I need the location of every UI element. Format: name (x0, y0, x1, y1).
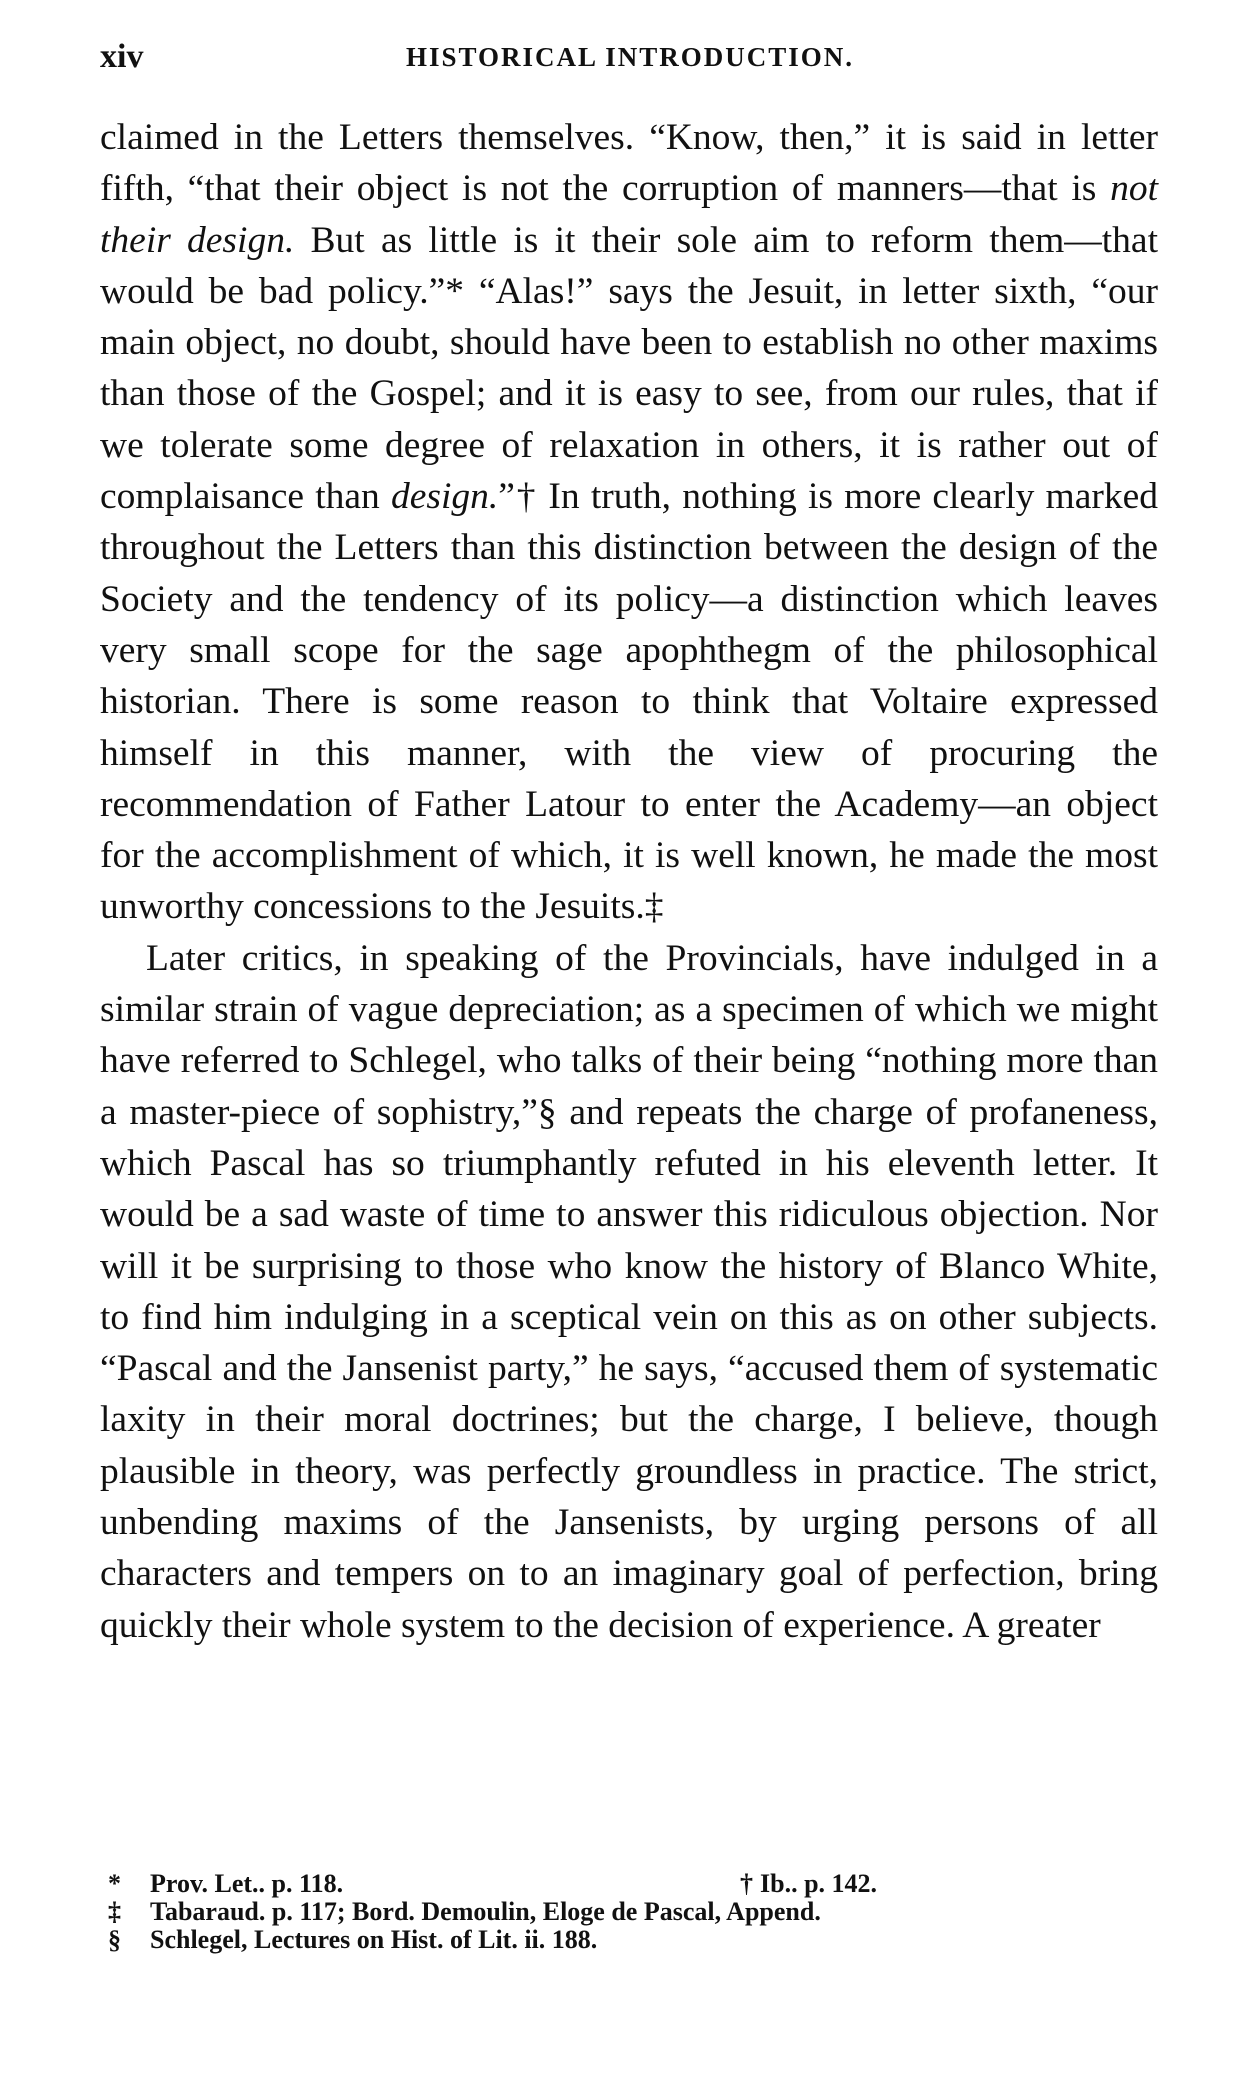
footnote-text: Ib.. p. 142. (760, 1869, 878, 1898)
italic-text: not their design. (100, 168, 1158, 261)
footnote-mark: * (108, 1869, 121, 1898)
footnote-mark: ‡ (108, 1897, 121, 1926)
footnote (108, 1926, 1148, 1954)
running-head: HISTORICAL INTRODUCTION. (405, 42, 855, 72)
footnote-text: Prov. Let.. p. 118. (150, 1869, 344, 1898)
footnote-text: Tabaraud. p. 117; Bord. Demoulin, Eloge de Pascal, Append. (150, 1897, 821, 1926)
footnote-mark: † (740, 1869, 753, 1898)
footnotes (108, 1870, 1148, 1954)
body-text (100, 112, 1158, 1651)
paragraph (100, 112, 1158, 933)
text-run: Later critics, in speaking of the Provincials, have indulged in a similar strain of vague depreciation; as a specimen of which we might have referred to Schlegel, who talks of their being “nothing more than a master-piece of sophistry,”§ and repeats the charge of profaneness, which Pascal has so triumphantly refuted in his eleventh letter. It would be a sad waste of time to answer this ridiculous objection. Nor will it be surprising to those who know the history of Blanco White, to find him indulging in a sceptical vein on this as on other subjects. “Pascal and the Jansenist party,” he says, “accused them of systematic laxity in their moral doctrines; but the charge, I believe, though plausible in theory, was perfectly groundless in practice. The strict, unbending maxims of the Jansenists, by urging persons of all characters and tempers on to an imaginary goal of perfection, bring quickly their whole system to the decision of experience. A greater (100, 937, 1158, 1646)
footnote-text: Schlegel, Lectures on Hist. of Lit. ii. 188. (150, 1925, 598, 1954)
footnote (108, 1898, 1148, 1926)
text-run: But as little is it their sole aim to reform them—that would be bad policy.”* “Alas!” says the Jesuit, in letter sixth, “our main object, no doubt, should have been to establish no other maxims than those of the Gospel; and it is easy to see, from our rules, that if we tolerate some degree of relaxation in others, it is rather out of complaisance than (100, 219, 1158, 518)
footnote-mark: § (108, 1925, 121, 1954)
page-header (100, 38, 1160, 88)
paragraph (100, 933, 1158, 1651)
page-number: xiv (100, 38, 144, 75)
italic-text: design. (390, 476, 499, 518)
footnote (108, 1870, 1148, 1898)
text-run: ”† In truth, nothing is more clearly marked throughout the Letters than this distinction between the design of the Society and the tendency of its policy—a distinction which leaves very small scope for the sage apophthegm of the philosophical historian. There is some reason to think that Voltaire expressed himself in this manner, with the view of procuring the recommendation of Father Latour to enter the Academy—an object for the accomplishment of which, it is well known, he made the most unworthy concessions to the Jesuits.‡ (100, 476, 1159, 928)
text-run: claimed in the Letters themselves. “Know, then,” it is said in letter fifth, “that their object is not the corruption of manners—that is (100, 117, 1158, 210)
